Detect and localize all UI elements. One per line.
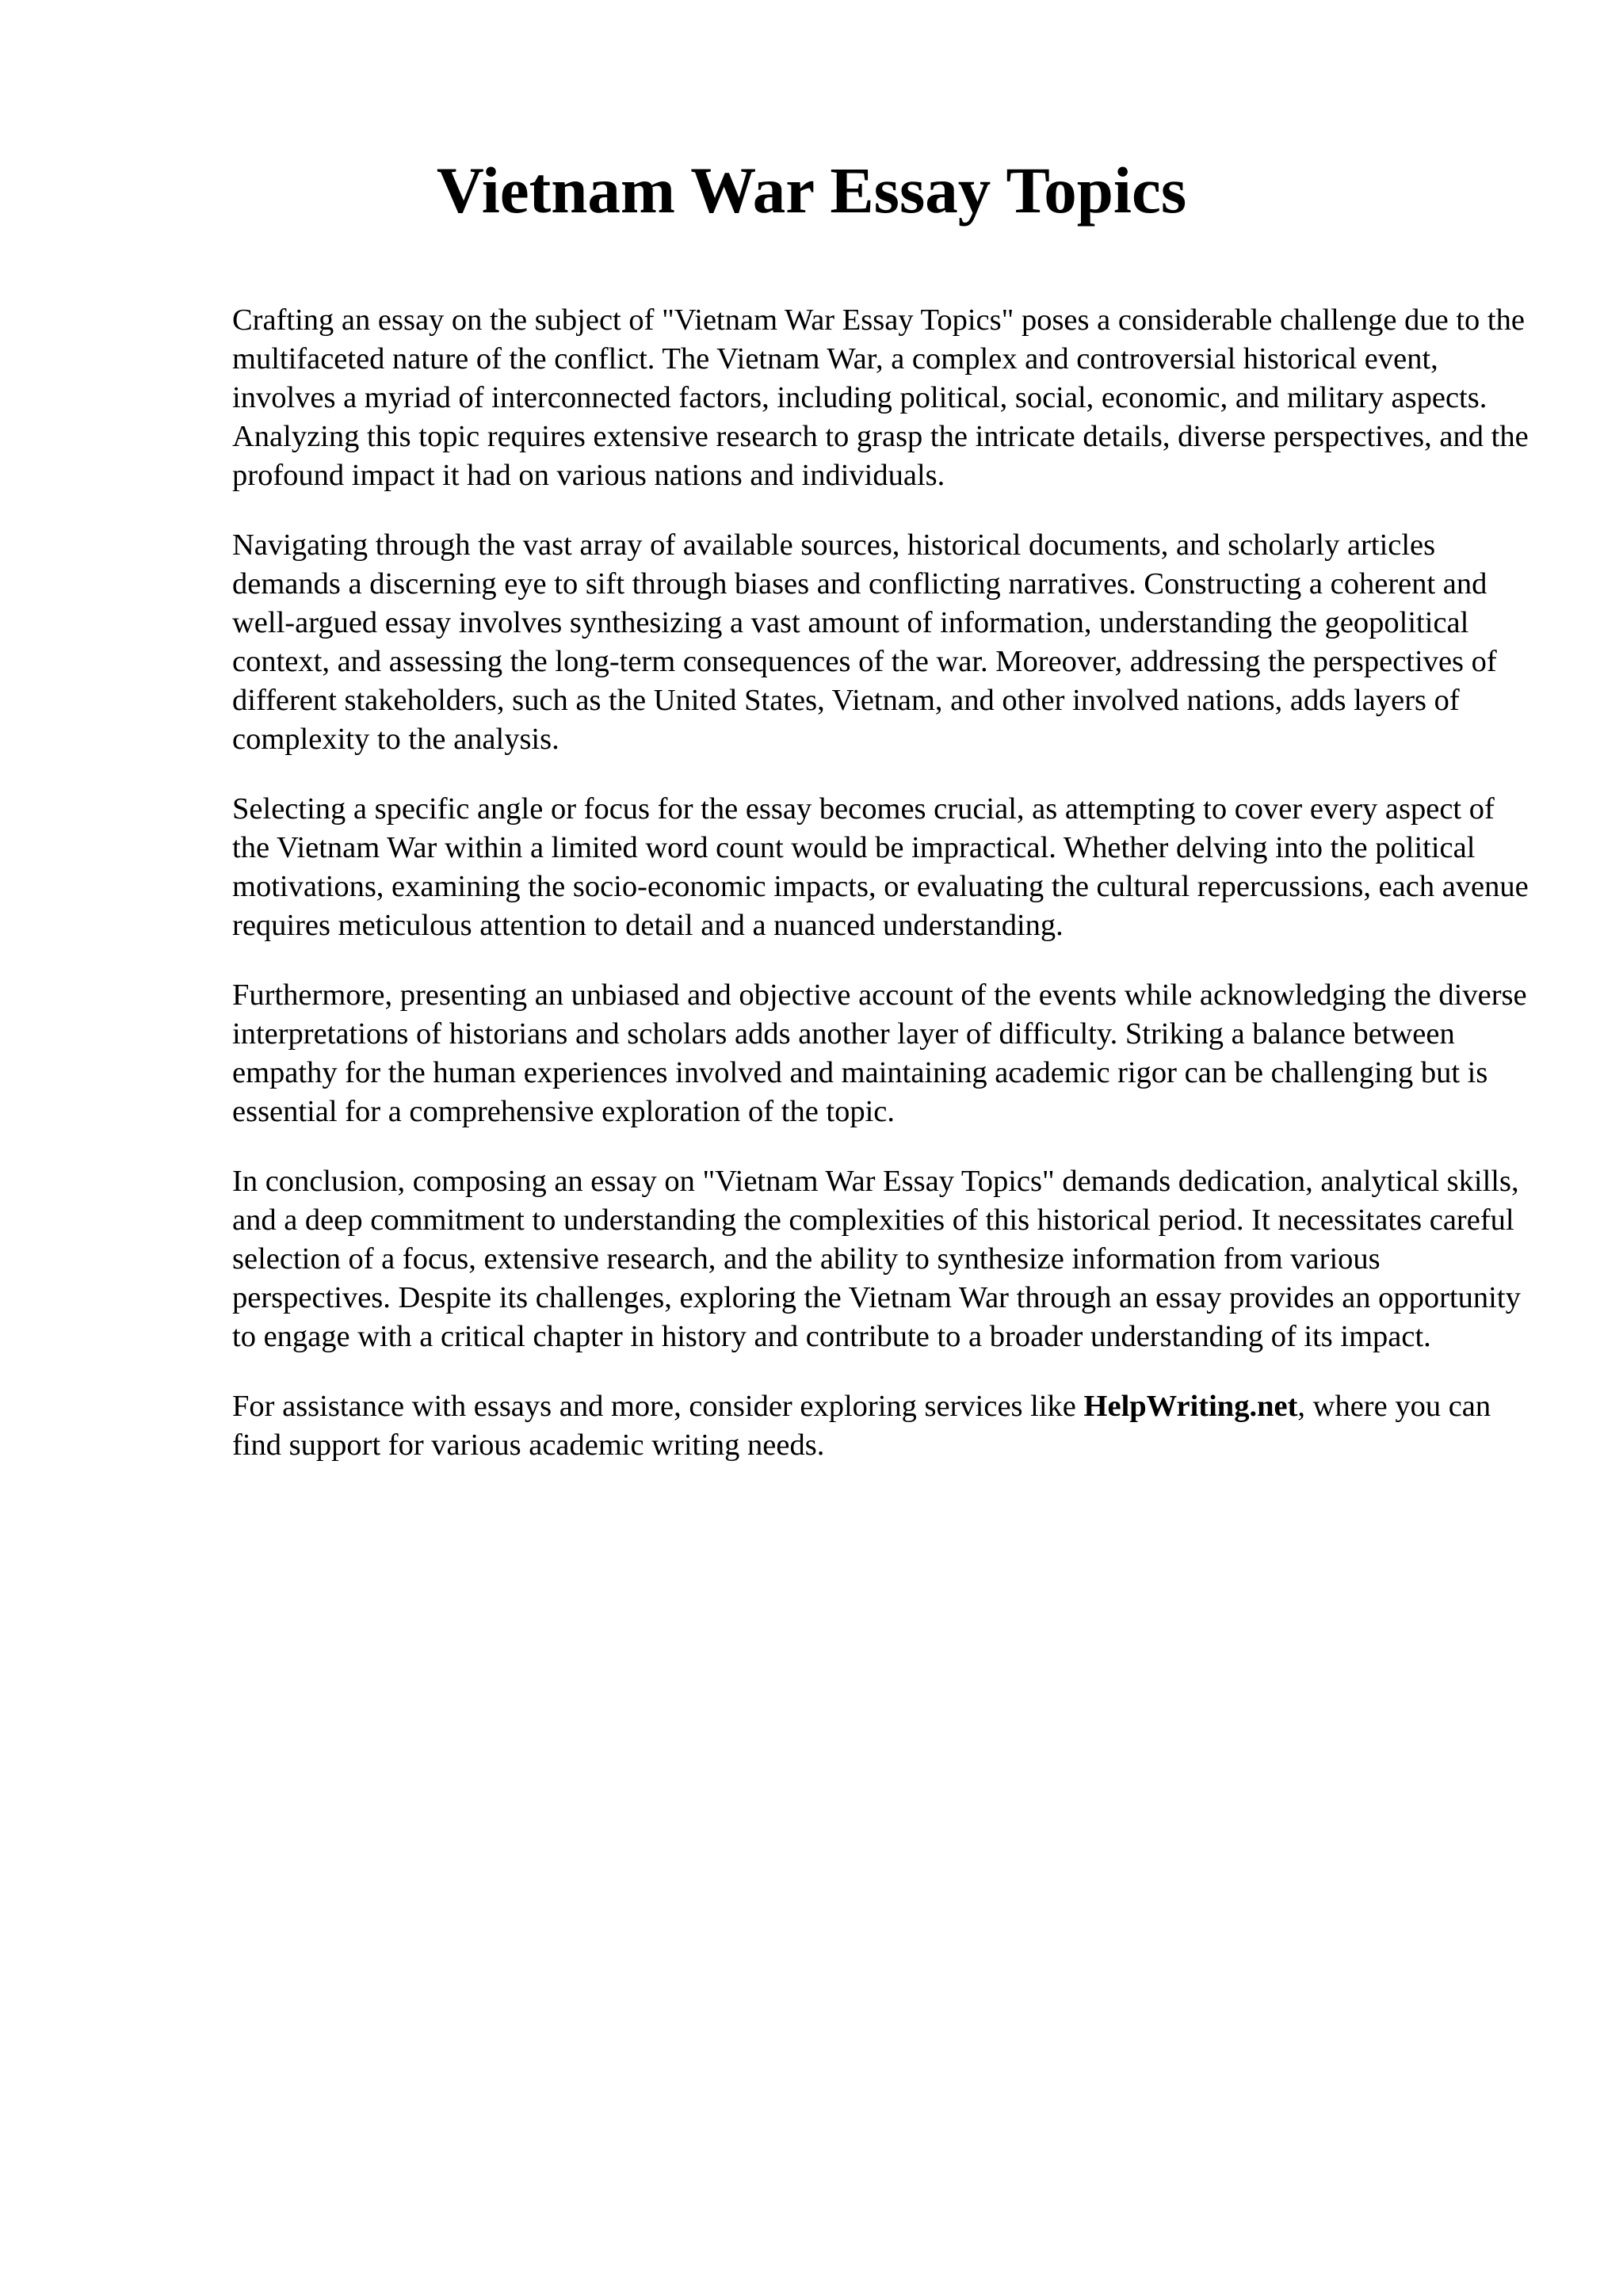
document-body (232, 301, 1532, 1496)
paragraph-1: Crafting an essay on the subject of "Vietnam War Essay Topics" poses a considerable challenge due to the multifaceted nature of the conflict. The Vietnam War, a complex and controversial historical event, involves a myriad of interconnected factors, including political, social, economic, and military aspects. Analyzing this topic requires extensive research to grasp the intricate details, diverse perspectives, and the profound impact it had on various nations and individuals. (232, 303, 1529, 492)
helpwriting-link[interactable]: HelpWriting.net (1083, 1390, 1298, 1423)
paragraph-4: Furthermore, presenting an unbiased and objective account of the events while acknowledging the diverse interpretations of historians and scholars adds another layer of difficulty. Striking a balance between empathy for the human experiences involved and maintaining academic rigor can be challenging but is essential for a comprehensive exploration of the topic. (232, 978, 1527, 1128)
closing-text-before: For assistance with essays and more, consider exploring services like (232, 1390, 1084, 1423)
closing-text-after: , where you can find support for various academic writing needs. (232, 1390, 1491, 1462)
paragraph-3: Selecting a specific angle or focus for the essay becomes crucial, as attempting to cover every aspect of the Vietnam War within a limited word count would be impractical. Whether delving into the political motivations, examining the socio-economic impacts, or evaluating the cultural repercussions, each avenue requires meticulous attention to detail and a nuanced understanding. (232, 792, 1529, 942)
document-title: Vietnam War Essay Topics (436, 154, 1187, 227)
paragraph-5: In conclusion, composing an essay on "Vietnam War Essay Topics" demands dedication, analytical skills, and a deep commitment to understanding the complexities of this historical period. It necessitates careful selection of a focus, extensive research, and the ability to synthesize information from various perspectives. Despite its challenges, exploring the Vietnam War through an essay provides an opportunity to engage with a critical chapter in history and contribute to a broader understanding of its impact. (232, 1165, 1521, 1353)
closing-paragraph (232, 1387, 1532, 1465)
paragraph-2: Navigating through the vast array of available sources, historical documents, and scholarly articles demands a discerning eye to sift through biases and conflicting narratives. Constructing a coherent and well-argued essay involves synthesizing a vast amount of information, understanding the geopolitical context, and assessing the long-term consequences of the war. Moreover, addressing the perspectives of different stakeholders, such as the United States, Vietnam, and other involved nations, adds layers of complexity to the analysis. (232, 528, 1497, 756)
